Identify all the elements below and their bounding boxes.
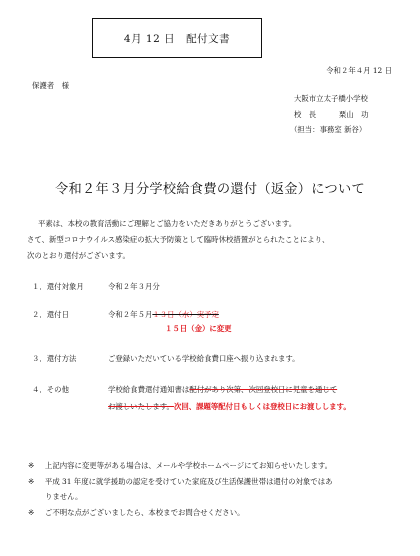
item-2-value-prefix: 令和２年５月 [108,310,153,319]
item-2-struck-date: １３日（水）実予定 [152,310,219,319]
distribution-label: 4月 12 日 配付文書 [123,32,231,45]
principal-name: 栗山 功 [338,110,369,119]
note-1-text: 上記内容に変更等がある場合は、メールや学校ホームページにてお知らせいたします。 [44,461,333,470]
item-4-label: ４．その他 [32,385,69,394]
item-1-label: １．還付対象月 [32,282,84,291]
contact: （担当：事務室 新谷） [290,125,367,134]
intro-line-2: さて、新型コロナウイルス感染症の拡大予防策として臨時休校措置がとられたことにより、 [27,235,330,244]
page-title: 令和２年３月分学校給食費の還付（返金）について [55,182,365,197]
item-4-correction: 次回、課題等配付日もしくは登校日にお渡しします。 [173,402,351,411]
item-2-value [108,310,219,320]
item-2-label: ２．還付日 [32,310,69,319]
note-mark-icon: ※ [28,461,35,470]
item-4-line-1 [108,385,337,395]
principal [294,110,368,120]
note-1 [28,461,332,471]
item-4-struck-1: 配付があり次第、次回登校日に児童を通じて [189,385,338,394]
document-date: 令和２年４月 12 日 [326,66,392,75]
distribution-label-box [92,18,262,58]
item-4-line-2 [108,402,351,412]
note-mark-icon: ※ [28,508,35,517]
intro-line-1: 平素は、本校の教育活動にご理解とご協力をいただきありがとうございます。 [38,219,297,228]
principal-title: 校 長 [294,110,317,119]
note-2 [28,477,332,487]
item-1-value: 令和２年３月分 [108,282,160,291]
item-3-value: ご登録いただいている学校給食費口座へ振り込まれます。 [108,354,300,363]
intro-line-3: 次のとおり還付がございます。 [27,251,130,260]
note-mark-icon: ※ [28,477,35,486]
note-3 [28,508,244,518]
item-3-label: ３．還付方法 [32,354,77,363]
note-3-text: ご不明な点がございましたら、本校までお問合せください。 [44,508,245,517]
note-2-line-2: りません。 [45,492,83,501]
item-2-correction: １５日（金）に変更 [165,324,232,333]
recipient: 保護者 様 [32,81,69,90]
school-name: 大阪市立太子橋小学校 [294,94,368,103]
item-4-value-plain: 学校給食費還付通知書は [108,385,190,394]
item-4-struck-2: お渡しいたします。 [108,402,174,411]
note-2-text: 平成 31 年度に就学援助の認定を受けていた家庭及び生活保護世帯は還付の対象ではあ [44,477,333,486]
